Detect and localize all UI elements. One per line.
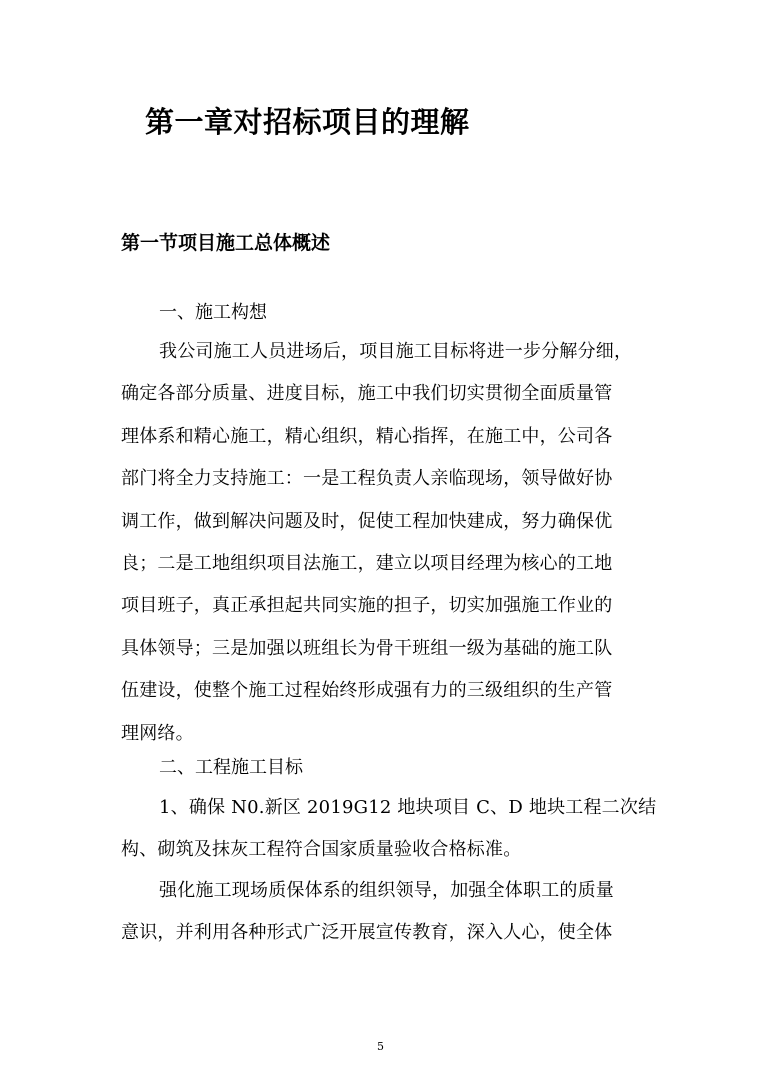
paragraph-goal-item-1 [121,795,657,880]
paragraph-line: 项目班子，真正承担起共同实施的担子，切实加强施工作业的 [121,595,613,617]
paragraph-line: 确定各部分质量、进度目标，施工中我们切实贯彻全面质量管 [121,383,613,405]
paragraph-line: 理体系和精心施工，精心组织，精心指挥，在施工中，公司各 [121,425,613,447]
paragraph-line: 部门将全力支持施工：一是工程负责人亲临现场，领导做好协 [121,468,613,490]
paragraph-line: 意识，并利用各种形式广泛开展宣传教育，深入人心，使全体 [121,922,613,944]
paragraph-construction-concept [121,339,641,763]
paragraph-line: 1、确保 N0.新区 2019G12 地块项目 C、D 地块工程二次结 [159,797,657,818]
subheading-construction-concept: 一、施工构想 [159,302,267,323]
paragraph-line: 调工作，做到解决问题及时，促使工程加快建成，努力确保优 [121,510,613,532]
paragraph-line: 理网络。 [121,722,194,744]
paragraph-quality-system [121,878,641,963]
subheading-construction-goals: 二、工程施工目标 [159,757,303,778]
paragraph-line: 具体领导；三是加强以班组长为骨干班组一级为基础的施工队 [121,637,613,659]
section-title: 第一节项目施工总体概述 [121,232,331,254]
page-number: 5 [377,1040,384,1053]
paragraph-line: 伍建设，使整个施工过程始终形成强有力的三级组织的生产管 [121,680,613,702]
chapter-title: 第一章对招标项目的理解 [145,105,470,139]
paragraph-line: 强化施工现场质保体系的组织领导，加强全体职工的质量 [159,880,614,901]
paragraph-line: 构、砌筑及抹灰工程符合国家质量验收合格标准。 [121,839,522,861]
paragraph-line: 我公司施工人员进场后，项目施工目标将进一步分解分细， [159,341,633,362]
paragraph-line: 良；二是工地组织项目法施工，建立以项目经理为核心的工地 [121,552,613,574]
